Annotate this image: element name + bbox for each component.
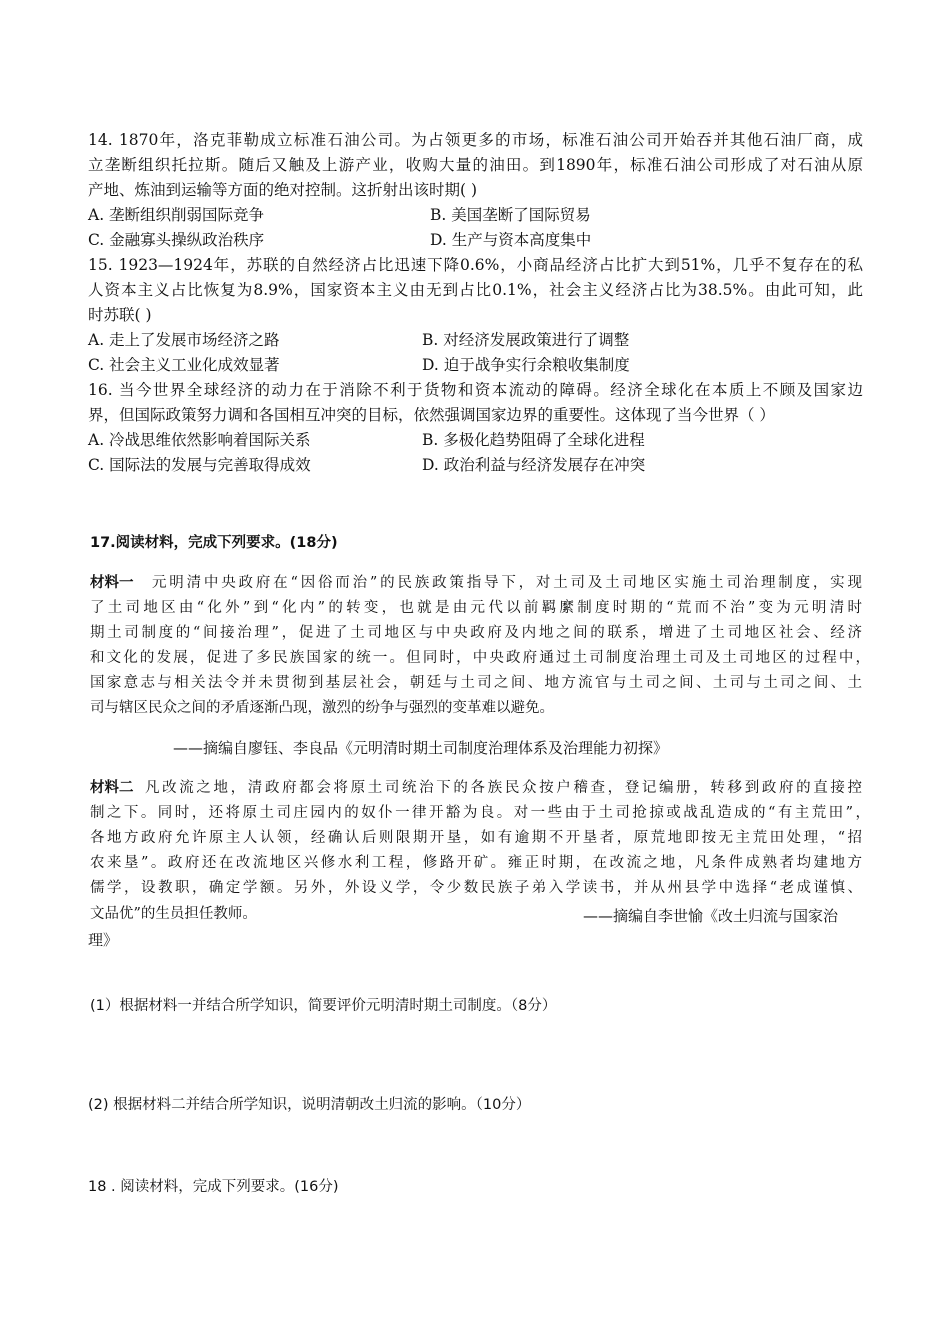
question-16-option-c: C. 国际法的发展与完善取得成效 [88, 456, 311, 474]
question-18-title: 18 . 阅读材料，完成下列要求。(16分) [88, 1179, 339, 1195]
question-17-sub-1: (1）根据材料一并结合所学知识，简要评价元明清时期土司制度。（8分） [90, 998, 557, 1014]
material-1-line: 国家意志与相关法令并未贯彻到基层社会，朝廷与土司之间、地方流官与土司之间、土司与土司之间、土 [90, 675, 862, 691]
material-2-line: 各地方政府允许原主人认领，经确认后则限期开垦，如有逾期不开垦者，原荒地即按无主荒田处理，“招 [90, 830, 862, 846]
material-2-line: 儒学，设教职，确定学额。另外，外设义学，令少数民族子弟入学读书，并从州县学中选择“老成谨慎、 [90, 880, 862, 896]
question-15-option-b: B. 对经济发展政策进行了调整 [422, 331, 630, 349]
material-2-line: 制之下。同时，还将原土司庄园内的奴仆一律开豁为良。对一些由于土司抢掠或战乱造成的“有主荒田”， [90, 805, 870, 821]
material-2-line: 农来垦”。政府还在改流地区兴修水利工程，修路开矿。雍正时期，在改流之地，凡条件成熟者均建地方 [90, 855, 862, 871]
question-15-stem-line: 人资本主义占比恢复为8.9%，国家资本主义由无到占比0.1%，社会主义经济占比为38.5%。由此可知，此 [88, 281, 863, 299]
question-14-stem-line: 产地、炼油到运输等方面的绝对控制。这折射出该时期( ) [88, 181, 478, 199]
question-16-option-a: A. 冷战思维依然影响着国际关系 [88, 431, 311, 449]
material-1-source: ——摘编自廖钰、李良品《元明清时期土司制度治理体系及治理能力初探》 [173, 739, 669, 757]
question-15-stem-line: 时苏联( ) [88, 306, 152, 324]
material-1-line: 元明清中央政府在“因俗而治”的民族政策指导下，对土司及土司地区实施土司治理制度，实现 [152, 575, 862, 591]
material-1-line: 期土司制度的“间接治理”，促进了土司地区与中央政府及内地之间的联系，增进了土司地区社会、经济 [90, 625, 862, 641]
question-15-option-c: C. 社会主义工业化成效显著 [88, 356, 280, 374]
question-14-stem-line: 14. 1870年，洛克菲勒成立标准石油公司。为占领更多的市场，标准石油公司开始吞并其他石油厂商，成 [88, 131, 863, 149]
question-14-option-b: B. 美国垄断了国际贸易 [430, 206, 591, 224]
question-14-option-a: A. 垄断组织削弱国际竞争 [88, 206, 265, 224]
material-2-line: 凡改流之地，清政府都会将原土司统治下的各族民众按户稽查，登记编册，转移到政府的直接控 [145, 780, 862, 796]
question-14-option-d: D. 生产与资本高度集中 [430, 231, 592, 249]
question-16-option-b: B. 多极化趋势阻碍了全球化进程 [422, 431, 645, 449]
question-15-option-a: A. 走上了发展市场经济之路 [88, 331, 280, 349]
material-1-line: 了土司地区由“化外”到“化内”的转变，也就是由元代以前羁縻制度时期的“荒而不治”变为元明清时 [90, 600, 862, 616]
question-16-stem-line: 16. 当今世界全球经济的动力在于消除不利于货物和资本流动的障碍。经济全球化在本质上不顾及国家边 [88, 381, 863, 399]
question-14-stem-line: 立垄断组织托拉斯。随后又触及上游产业，收购大量的油田。到1890年，标准石油公司形成了对石油从原 [88, 156, 863, 174]
question-15-option-d: D. 迫于战争实行余粮收集制度 [422, 356, 630, 374]
question-14-option-c: C. 金融寡头操纵政治秩序 [88, 231, 265, 249]
material-1-line: 和文化的发展，促进了多民族国家的统一。但同时，中央政府通过土司制度治理土司及土司地区的过程中， [90, 650, 870, 666]
material-1-label: 材料一 [90, 575, 134, 591]
question-16-option-d: D. 政治利益与经济发展存在冲突 [422, 456, 646, 474]
material-2-source: ——摘编自李世愉《改土归流与国家治 [583, 907, 839, 925]
question-17-sub-2: (2) 根据材料二并结合所学知识，说明清朝改土归流的影响。（10分） [88, 1097, 531, 1113]
question-15-stem-line: 15. 1923—1924年，苏联的自然经济占比迅速下降0.6%，小商品经济占比扩大到51%，几乎不复存在的私 [88, 256, 863, 274]
question-17-title: 17.阅读材料，完成下列要求。(18分) [90, 535, 338, 551]
material-2-line: 文品优”的生员担任教师。 [90, 906, 257, 922]
question-16-stem-line: 界，但国际政策努力调和各国相互冲突的目标，依然强调国家边界的重要性。这体现了当今世界（ ） [88, 406, 775, 424]
material-2-label: 材料二 [90, 780, 134, 796]
material-2-source-cont: 理》 [88, 931, 119, 949]
material-1-line: 司与辖区民众之间的矛盾逐渐凸现，激烈的纷争与强烈的变革难以避免。 [90, 700, 554, 716]
